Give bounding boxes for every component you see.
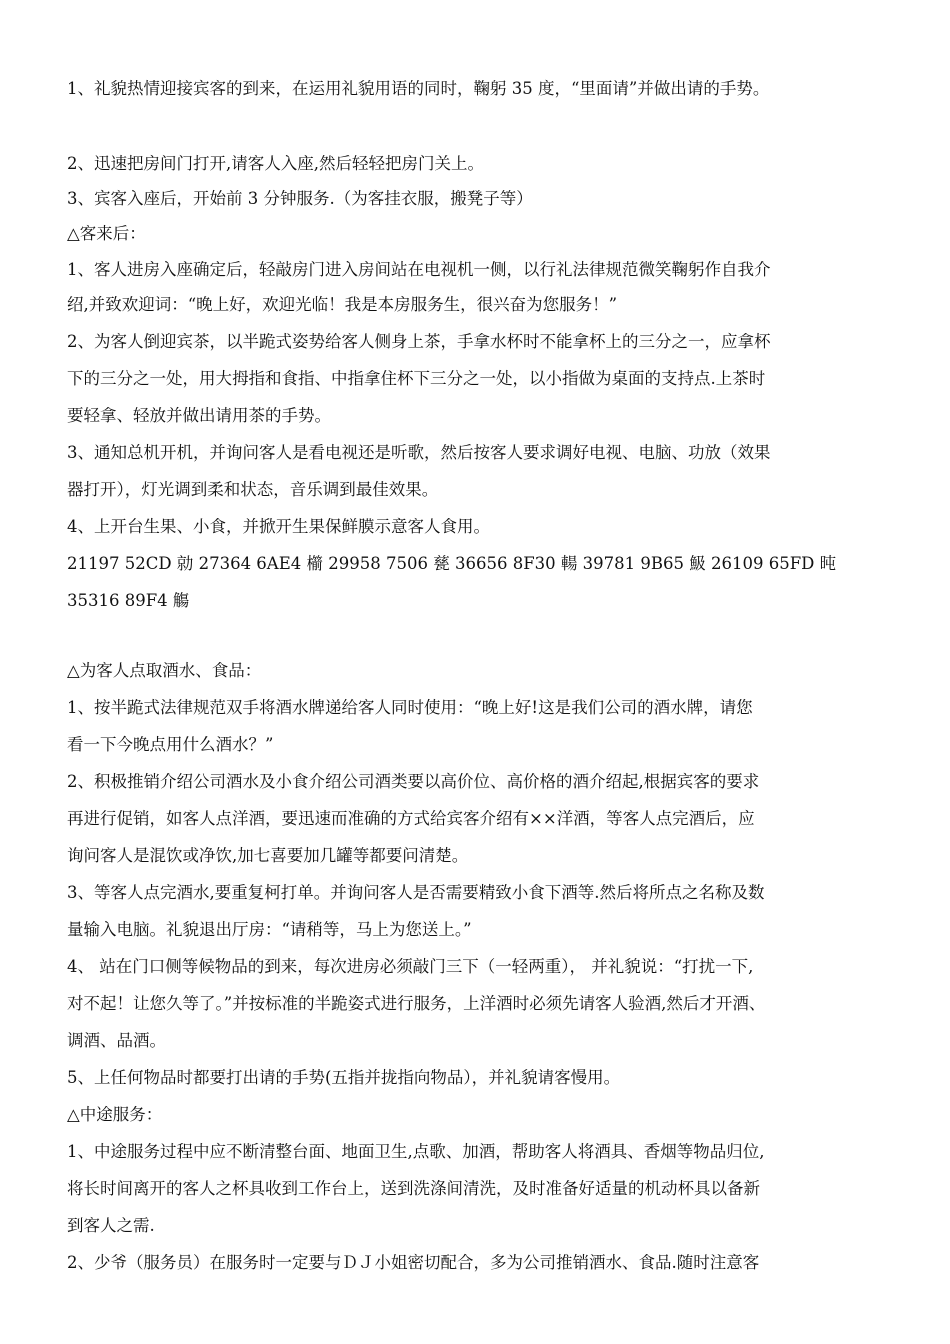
text-line: 4、 站在门口侧等候物品的到来，每次进房必须敲门三下（一轻两重）， 并礼貌说：“打扰一下, [67,957,754,976]
text-line: 量输入电脑。礼貌退出厅房：“请稍等，马上为您送上。” [67,920,472,939]
text-line: 1、中途服务过程中应不断清整台面、地面卫生,点歌、加酒，帮助客人将酒具、香烟等物品归位, [67,1142,765,1161]
code-line: 35316 89F4 觴 [67,591,190,610]
text-line: 要轻拿、轻放并做出请用茶的手势。 [67,406,331,425]
section-heading: △为客人点取酒水、食品： [67,661,262,680]
text-line: 下的三分之一处，用大拇指和食指、中指拿住杯下三分之一处，以小指做为桌面的支持点.上茶时 [67,369,766,388]
text-line: 绍,并致欢迎词：“晚上好，欢迎光临！我是本房服务生，很兴奋为您服务！” [67,295,618,314]
text-line: 再进行促销，如客人点洋酒，要迅速而准确的方式给宾客介绍有××洋酒，等客人点完酒后，应 [67,809,755,828]
text-line: 1、按半跪式法律规范双手将酒水牌递给客人同时使用：“晚上好!这是我们公司的酒水牌，请您 [67,698,753,717]
text-line: 5、上任何物品时都要打出请的手势(五指并拢指向物品），并礼貌请客慢用。 [67,1068,621,1087]
text-line: 2、少爷（服务员）在服务时一定要与ＤＪ小姐密切配合，多为公司推销酒水、食品.随时注意客 [67,1253,760,1272]
text-line: 调酒、品酒。 [67,1031,166,1050]
text-line: 到客人之需. [67,1216,155,1235]
text-line: 3、通知总机开机，并询问客人是看电视还是听歌，然后按客人要求调好电视、电脑、功放（效果 [67,443,771,462]
text-line: 1、礼貌热情迎接宾客的到来，在运用礼貌用语的同时，鞠躬 35 度，“里面请”并做出请的手势。 [67,79,770,98]
text-line: 看一下今晚点用什么酒水？” [67,735,274,754]
text-line: 询问客人是混饮或净饮,加七喜要加几罐等都要问清楚。 [67,846,469,865]
text-line: 2、积极推销介绍公司酒水及小食介绍公司酒类要以高价位、高价格的酒介绍起,根据宾客的要求 [67,772,760,791]
code-line: 21197 52CD 勍 27364 6AE4 櫤 29958 7506 甆 36656 8F30 輰 39781 9B65 魥 26109 65FD 旽 [67,554,837,573]
section-heading: △中途服务： [67,1105,163,1124]
text-line: 对不起！让您久等了。”并按标准的半跪姿式进行服务，上洋酒时必须先请客人验酒,然后才开酒、 [67,994,766,1013]
text-line: 器打开），灯光调到柔和状态，音乐调到最佳效果。 [67,480,439,499]
text-line: 3、等客人点完酒水,要重复柯打单。并询问客人是否需要精致小食下酒等.然后将所点之名称及数 [67,883,765,902]
text-line: 4、上开台生果、小食，并掀开生果保鲜膜示意客人食用。 [67,517,490,536]
section-heading: △客来后： [67,224,146,243]
text-line: 3、宾客入座后，开始前 3 分钟服务.（为客挂衣服，搬凳子等） [67,189,533,208]
text-line: 将长时间离开的客人之杯具收到工作台上，送到洗涤间清洗，及时准备好适量的机动杯具以备新 [67,1179,760,1198]
text-line: 2、迅速把房间门打开,请客人入座,然后轻轻把房门关上。 [67,154,484,173]
text-line: 2、为客人倒迎宾茶，以半跪式姿势给客人侧身上茶，手拿水杯时不能拿杯上的三分之一，应拿杯 [67,332,771,351]
text-line: 1、客人进房入座确定后，轻敲房门进入房间站在电视机一侧，以行礼法律规范微笑鞠躬作自我介 [67,260,771,279]
